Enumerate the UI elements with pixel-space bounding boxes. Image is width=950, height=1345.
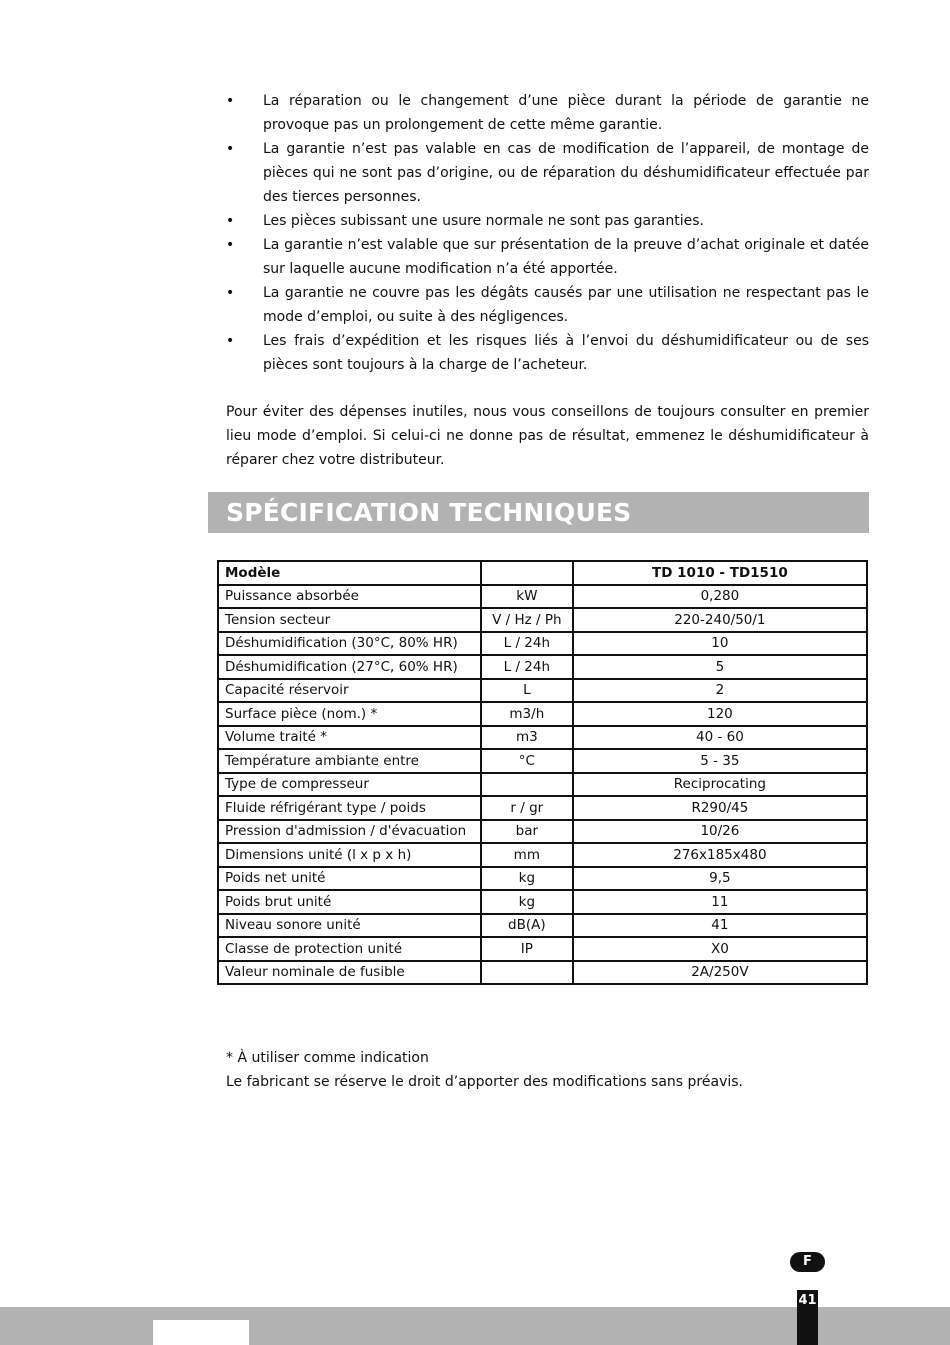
- spec-value: 9,5: [573, 867, 867, 891]
- bullet-item: [226, 209, 869, 233]
- spec-label: Surface pièce (nom.) *: [218, 702, 481, 726]
- spec-value: 2A/250V: [573, 961, 867, 985]
- spec-unit: IP: [481, 937, 573, 961]
- spec-row: [218, 632, 867, 656]
- spec-label: Classe de protection unité: [218, 937, 481, 961]
- bullet-item: [226, 329, 869, 377]
- spec-row: [218, 890, 867, 914]
- spec-row: [218, 655, 867, 679]
- spec-value: 5: [573, 655, 867, 679]
- spec-row: [218, 749, 867, 773]
- bullet-marker: •: [226, 285, 235, 301]
- spec-unit: L / 24h: [481, 655, 573, 679]
- note-indication: * À utiliser comme indication: [226, 1050, 429, 1066]
- bullet-text: Les pièces subissant une usure normale ne sont pas garanties.: [263, 213, 704, 229]
- spec-row: [218, 914, 867, 938]
- spec-unit: kg: [481, 867, 573, 891]
- spec-label: Température ambiante entre: [218, 749, 481, 773]
- spec-label: Fluide réfrigérant type / poids: [218, 796, 481, 820]
- spec-unit: m3: [481, 726, 573, 750]
- spec-value: 276x185x480: [573, 843, 867, 867]
- notes: [226, 1046, 869, 1094]
- bullet-text: Les frais d’expédition et les risques liés à l’envoi du déshumidificateur ou de ses pièces sont toujours à la charge de l’acheteur.: [263, 333, 869, 373]
- page-number: 41: [797, 1290, 818, 1345]
- bullet-marker: •: [226, 213, 235, 229]
- spec-value: 10: [573, 632, 867, 656]
- spec-unit: L: [481, 679, 573, 703]
- spec-unit: [481, 961, 573, 985]
- spec-unit: dB(A): [481, 914, 573, 938]
- bullet-item: [226, 137, 869, 209]
- bullet-text: La garantie n’est valable que sur présentation de la preuve d’achat originale et datée sur laquelle aucune modification n’a été apportée.: [263, 237, 869, 277]
- spec-value: 41: [573, 914, 867, 938]
- spec-unit: m3/h: [481, 702, 573, 726]
- spec-label: Poids net unité: [218, 867, 481, 891]
- footer-white-block: [153, 1320, 249, 1345]
- spec-label: Pression d'admission / d'évacuation: [218, 820, 481, 844]
- spec-value: 2: [573, 679, 867, 703]
- spec-label: Type de compresseur: [218, 773, 481, 797]
- spec-row: [218, 773, 867, 797]
- spec-header-model: TD 1010 - TD1510: [573, 561, 867, 585]
- spec-row: [218, 679, 867, 703]
- bullet-item: [226, 281, 869, 329]
- spec-label: Dimensions unité (l x p x h): [218, 843, 481, 867]
- spec-label: Niveau sonore unité: [218, 914, 481, 938]
- bullet-text: La garantie ne couvre pas les dégâts causés par une utilisation ne respectant pas le mode d’emploi, ou suite à des négligences.: [263, 285, 869, 325]
- spec-unit: °C: [481, 749, 573, 773]
- section-header-bar: [208, 492, 869, 533]
- spec-value: 10/26: [573, 820, 867, 844]
- advice-paragraph: Pour éviter des dépenses inutiles, nous vous conseillons de toujours consulter en premier lieu mode d’emploi. Si celui-ci ne donne pas de résultat, emmenez le déshumidificateur à réparer chez votre distributeur.: [226, 404, 869, 468]
- spec-unit: kW: [481, 585, 573, 609]
- spec-unit: bar: [481, 820, 573, 844]
- note-manufacturer: Le fabricant se réserve le droit d’apporter des modifications sans préavis.: [226, 1074, 743, 1090]
- spec-row: [218, 796, 867, 820]
- spec-table-header-row: [218, 561, 867, 585]
- spec-label: Déshumidification (27°C, 60% HR): [218, 655, 481, 679]
- spec-row: [218, 961, 867, 985]
- spec-row: [218, 937, 867, 961]
- spec-row: [218, 608, 867, 632]
- bullet-text: La réparation ou le changement d’une pièce durant la période de garantie ne provoque pas un prolongement de cette même garantie.: [263, 93, 869, 133]
- spec-label: Puissance absorbée: [218, 585, 481, 609]
- spec-row: [218, 843, 867, 867]
- spec-label: Volume traité *: [218, 726, 481, 750]
- spec-label: Tension secteur: [218, 608, 481, 632]
- spec-row: [218, 702, 867, 726]
- spec-row: [218, 585, 867, 609]
- spec-row: [218, 820, 867, 844]
- spec-header-unit: [481, 561, 573, 585]
- bullet-item: [226, 233, 869, 281]
- spec-value: 5 - 35: [573, 749, 867, 773]
- spec-value: 120: [573, 702, 867, 726]
- language-badge: F: [790, 1252, 825, 1272]
- spec-row: [218, 726, 867, 750]
- bullet-marker: •: [226, 93, 235, 109]
- spec-unit: mm: [481, 843, 573, 867]
- bullet-text: La garantie n’est pas valable en cas de modification de l’appareil, de montage de pièces qui ne sont pas d’origine, ou de réparation du déshumidificateur effectuée par des tierces personnes.: [263, 141, 869, 205]
- spec-unit: V / Hz / Ph: [481, 608, 573, 632]
- spec-row: [218, 867, 867, 891]
- spec-value: X0: [573, 937, 867, 961]
- section-title: SPÉCIFICATION TECHNIQUES: [226, 498, 632, 527]
- spec-table: [217, 560, 868, 985]
- spec-value: 40 - 60: [573, 726, 867, 750]
- spec-unit: kg: [481, 890, 573, 914]
- spec-value: Reciprocating: [573, 773, 867, 797]
- spec-header-label: Modèle: [218, 561, 481, 585]
- warranty-bullet-list: [226, 89, 869, 377]
- spec-unit: L / 24h: [481, 632, 573, 656]
- bullet-item: [226, 89, 869, 137]
- spec-value: 11: [573, 890, 867, 914]
- spec-label: Déshumidification (30°C, 80% HR): [218, 632, 481, 656]
- spec-label: Capacité réservoir: [218, 679, 481, 703]
- spec-value: 220-240/50/1: [573, 608, 867, 632]
- bullet-marker: •: [226, 333, 235, 349]
- spec-unit: r / gr: [481, 796, 573, 820]
- spec-value: R290/45: [573, 796, 867, 820]
- spec-label: Poids brut unité: [218, 890, 481, 914]
- spec-value: 0,280: [573, 585, 867, 609]
- bullet-marker: •: [226, 141, 235, 157]
- bullet-marker: •: [226, 237, 235, 253]
- spec-unit: [481, 773, 573, 797]
- spec-label: Valeur nominale de fusible: [218, 961, 481, 985]
